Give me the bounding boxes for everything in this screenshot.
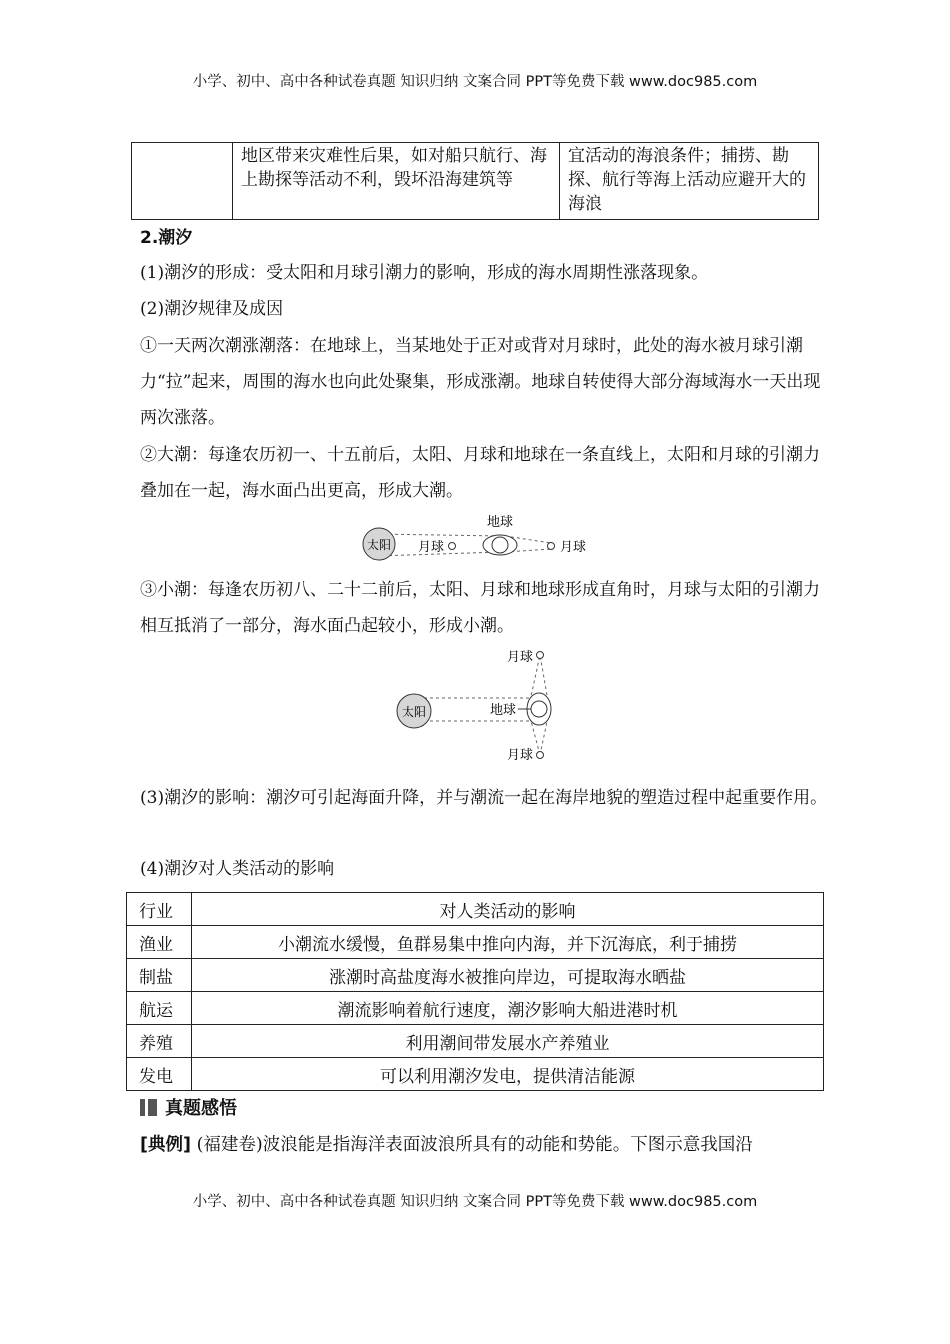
row-impact: 潮流影响着航行速度，潮汐影响大船进港时机 <box>192 992 824 1025</box>
moon-bottom-label: 月球 <box>506 748 534 763</box>
page-header: 小学、初中、高中各种试卷真题 知识归纳 文案合同 PPT等免费下载 www.doc985.com <box>192 74 758 90</box>
spring-tide-diagram <box>355 510 605 570</box>
earth-circle <box>492 537 508 553</box>
section-heading-real-questions <box>140 1094 237 1120</box>
table-header-row <box>127 893 824 926</box>
sun-label: 太阳 <box>401 705 427 719</box>
wave-table-col3: 宜活动的海浪条件；捕捞、勘探、航行等海上活动应避开大的海浪 <box>560 143 819 220</box>
para-spring-tide: ②大潮：每逢农历初一、十五前后，太阳、月球和地球在一条直线上，太阳和月球的引潮力叠加在一起，海水面凸出更高，形成大潮。 <box>140 445 820 501</box>
example-text: (福建卷)波浪能是指海洋表面波浪所具有的动能和势能。下图示意我国沿 <box>191 1135 753 1155</box>
table-row <box>127 1058 824 1091</box>
neap-tide-diagram <box>390 645 590 770</box>
para-tide-impact: (3)潮汐的影响：潮汐可引起海面升降，并与潮流一起在海岸地貌的塑造过程中起重要作用。 <box>140 788 828 808</box>
table-row <box>127 1025 824 1058</box>
para-tide-formation: (1)潮汐的形成：受太阳和月球引潮力的影响，形成的海水周期性涨落现象。 <box>140 263 709 283</box>
para-human-impact: (4)潮汐对人类活动的影响 <box>140 859 335 879</box>
para-tide-rules: (2)潮汐规律及成因 <box>140 299 284 319</box>
earth-label: 地球 <box>486 515 514 530</box>
wave-table-col1 <box>132 143 233 220</box>
row-industry: 养殖 <box>127 1025 192 1058</box>
row-industry: 渔业 <box>127 926 192 959</box>
sun-label: 太阳 <box>366 538 392 552</box>
section-heading-text: 真题感悟 <box>165 1098 237 1119</box>
para-two-tides: ①一天两次潮涨潮落：在地球上，当某地处于正对或背对月球时，此处的海水被月球引潮力“拉”起来，周围的海水也向此处聚集，形成涨潮。地球自转使得大部分海域海水一天出现两次涨落。 <box>140 336 821 428</box>
row-impact: 可以利用潮汐发电，提供清洁能源 <box>192 1058 824 1091</box>
example-paragraph <box>140 1128 840 1162</box>
para-neap-tide: ③小潮：每逢农历初八、二十二前后，太阳、月球和地球形成直角时，月球与太阳的引潮力相互抵消了一部分，海水面凸起较小，形成小潮。 <box>140 580 820 636</box>
example-label: [典例] <box>140 1135 191 1155</box>
earth-label: 地球 <box>489 703 517 718</box>
row-impact: 小潮流水缓慢，鱼群易集中推向内海，并下沉海底，利于捕捞 <box>192 926 824 959</box>
moon-right-circle <box>548 543 555 550</box>
moon-left-label: 月球 <box>417 540 445 555</box>
row-industry: 制盐 <box>127 959 192 992</box>
wave-table-continuation <box>131 142 819 220</box>
page-footer: 小学、初中、高中各种试卷真题 知识归纳 文案合同 PPT等免费下载 www.doc985.com <box>192 1194 758 1210</box>
table-row <box>127 926 824 959</box>
table-row <box>127 992 824 1025</box>
moon-top-circle <box>537 652 544 659</box>
table-row <box>127 959 824 992</box>
earth-circle <box>531 701 547 717</box>
row-impact: 涨潮时高盐度海水被推向岸边，可提取海水晒盐 <box>192 959 824 992</box>
header-impact: 对人类活动的影响 <box>192 893 824 926</box>
row-industry: 航运 <box>127 992 192 1025</box>
tide-impact-table <box>126 892 824 1091</box>
section-marker-icon <box>140 1099 145 1116</box>
row-industry: 发电 <box>127 1058 192 1091</box>
wave-table-col2: 地区带来灾难性后果，如对船只航行、海上勘探等活动不利，毁坏沿海建筑等 <box>233 143 560 220</box>
row-impact: 利用潮间带发展水产养殖业 <box>192 1025 824 1058</box>
header-industry: 行业 <box>127 893 192 926</box>
section-title-tides: 2.潮汐 <box>140 228 193 248</box>
moon-right-label: 月球 <box>559 540 587 555</box>
moon-left-circle <box>449 543 456 550</box>
moon-bottom-circle <box>537 752 544 759</box>
moon-top-label: 月球 <box>506 650 534 665</box>
